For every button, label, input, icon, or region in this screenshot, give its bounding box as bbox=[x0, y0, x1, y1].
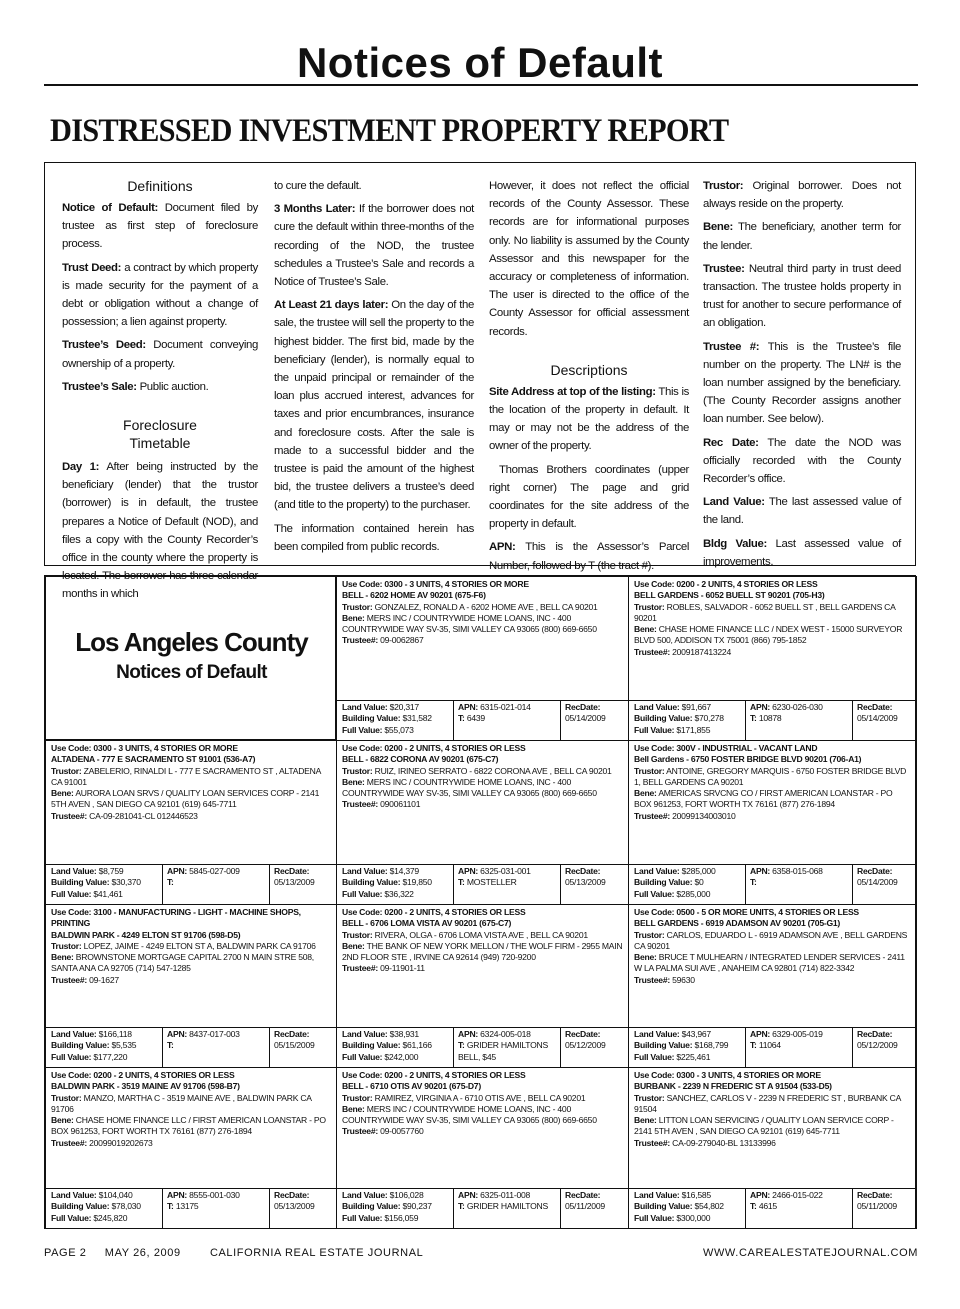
listing-values bbox=[46, 1027, 336, 1067]
recdate-label: RecDate: bbox=[274, 1190, 310, 1200]
listing-apn-block bbox=[167, 866, 267, 889]
tract-value: T: 11064 bbox=[750, 1040, 781, 1051]
listing-details bbox=[629, 1068, 916, 1149]
listing-values bbox=[629, 1027, 916, 1067]
apn-value: APN: 5845-027-009 bbox=[167, 866, 240, 876]
recdate-value: 05/13/2009 bbox=[274, 877, 315, 888]
recdate-value: 05/14/2009 bbox=[857, 713, 898, 724]
listing-address: BELL - 6822 CORONA AV 90201 (675-C7) bbox=[342, 754, 499, 765]
listing-address: BELL - 6710 OTIS AV 90201 (675-D7) bbox=[342, 1081, 481, 1092]
listing-card bbox=[628, 740, 917, 905]
recdate-label: RecDate: bbox=[565, 1029, 601, 1039]
desc-bene: Bene: The beneficiary, another term for the lender. bbox=[703, 221, 901, 252]
def-21-days: At Least 21 days later: On the day of the sale, the trustee will sell the property to the highest bidder. The first bid, made by the beneficiary (lender), is normally equal to the unpaid principal or remainder of the loan plus accrued interest, advances for taxes and prior encumbrances, insurance and foreclosure costs. After the sale is made to a successful bidder and the trustee is paid the amount of the highest bid, the trustee delivers a trustee’s deed (and title to the property) to the purchaser. bbox=[274, 299, 474, 512]
listing-bene: Bene: AMERICAS SRVCNG CO / FIRST AMERICAN LOANSTAR - PO BOX 961253, FORT WORTH TX 76161 (877) 276-1894 bbox=[634, 788, 893, 810]
apn-value: APN: 6329-005-019 bbox=[750, 1029, 823, 1039]
listing-bene: Bene: AURORA LOAN SRVS / QUALITY LOAN SERVICES CORP - 2141 5TH AVEN , SAN DIEGO CA 92101 (619) 645-7711 bbox=[51, 788, 320, 810]
full-value: Full Value: $285,000 bbox=[634, 888, 711, 899]
listing-address: BELL GARDENS - 6052 BUELL ST 90201 (705-H3) bbox=[634, 590, 825, 601]
listing-recdate-block bbox=[274, 1190, 336, 1213]
listing-value-block bbox=[51, 1029, 161, 1063]
listing-use-code: Use Code: 0200 - 2 UNITS, 4 STORIES OR LESS bbox=[342, 1070, 526, 1080]
listings-grid bbox=[44, 575, 916, 1229]
full-value: Full Value: $245,820 bbox=[51, 1212, 128, 1223]
recdate-label: RecDate: bbox=[857, 1029, 893, 1039]
definitions-heading: Definitions bbox=[127, 178, 193, 194]
listing-recdate-block bbox=[274, 866, 336, 889]
listing-use-code: Use Code: 0300 - 3 UNITS, 4 STORIES OR MORE bbox=[342, 579, 529, 589]
listing-values bbox=[46, 1188, 336, 1228]
county-heading-box bbox=[45, 576, 336, 740]
listing-address: BELL - 6202 HOME AV 90201 (675-F6) bbox=[342, 590, 486, 601]
listing-use-code: Use Code: 0200 - 2 UNITS, 4 STORIES OR LESS bbox=[634, 579, 818, 589]
listing-recdate-block bbox=[274, 1029, 336, 1052]
land-value: Land Value: $106,028 bbox=[342, 1190, 424, 1200]
tract-value: T: bbox=[750, 877, 757, 888]
land-value: Land Value: $43,967 bbox=[634, 1029, 711, 1039]
def-trustees-sale: Trustee’s Sale: Public auction. bbox=[62, 380, 209, 393]
tract-value: T: MOSTELLER bbox=[458, 877, 517, 888]
recdate-value: 05/11/2009 bbox=[857, 1201, 897, 1212]
listing-details bbox=[337, 905, 628, 975]
desc-trustee-no: Trustee #: This is the Trustee’s file number on the property. The LN# is the loan number assigned by the beneficiary. (The County Recorder assigns another loan number. See below). bbox=[703, 340, 902, 426]
definitions-column-4 bbox=[703, 177, 901, 576]
listing-bene: Bene: MERS INC / COUNTRYWIDE HOME LOANS, INC - 400 COUNTRYWIDE WAY SV-35, SIMI VALLEY CA 93065 (800) 669-6650 bbox=[342, 776, 597, 799]
recdate-label: RecDate: bbox=[274, 866, 310, 876]
listing-bene: Bene: THE BANK OF NEW YORK MELLON / THE WOLF FIRM - 2955 MAIN 2ND FLOOR STE , IRVINE CA 92614 (949) 720-9200 bbox=[342, 940, 623, 963]
listing-trustee-no: Trustee#: 09-11901-11 bbox=[342, 963, 425, 974]
listing-recdate-block bbox=[565, 1190, 627, 1213]
footer-left: PAGE 2 MAY 26, 2009 CALIFORNIA REAL ESTATE JOURNAL bbox=[44, 1247, 424, 1259]
land-value: Land Value: $16,585 bbox=[634, 1190, 711, 1200]
recdate-value: 05/13/2009 bbox=[274, 1201, 315, 1212]
listing-trustor: Trustor: ZABELERIO, RINALDI L - 777 E SACRAMENTO ST , ALTADENA CA 91001 bbox=[51, 765, 321, 787]
apn-value: APN: 8555-001-030 bbox=[167, 1190, 240, 1200]
listing-trustor: Trustor: MANZO, MARTHA C - 3519 MAINE AVE , BALDWIN PARK CA 91706 bbox=[51, 1092, 312, 1114]
listing-address: BURBANK - 2239 N FREDERIC ST A 91504 (533-D5) bbox=[634, 1081, 832, 1092]
desc-thomas: Thomas Brothers coordinates (upper right corner) The page and grid coordinates for the site address of the property in default. bbox=[489, 463, 689, 531]
full-value: Full Value: $177,220 bbox=[51, 1051, 128, 1062]
building-value: Building Value: $5,535 bbox=[51, 1040, 137, 1051]
listing-use-code: Use Code: 3100 - MANUFACTURING - LIGHT - MACHINE SHOPS, PRINTING bbox=[51, 907, 301, 929]
listing-apn-block bbox=[458, 1190, 558, 1213]
listing-values bbox=[46, 864, 336, 904]
listing-value-block bbox=[51, 1190, 161, 1224]
building-value: Building Value: $19,850 bbox=[342, 877, 432, 888]
desc-trustee: Trustee: Neutral third party in trust deed transaction. The trustee holds property in trust for another to secure performance of an obligation. bbox=[703, 262, 901, 330]
apn-value: APN: 2466-015-022 bbox=[750, 1190, 823, 1200]
info-text: The information contained herein has been compiled from public records. bbox=[274, 522, 474, 553]
recdate-label: RecDate: bbox=[857, 866, 893, 876]
listing-trustee-no: Trustee#: 09-0057760 bbox=[342, 1126, 424, 1137]
listing-use-code: Use Code: 0500 - 5 OR MORE UNITS, 4 STORIES OR LESS bbox=[634, 907, 859, 917]
full-value: Full Value: $171,855 bbox=[634, 724, 711, 735]
full-value: Full Value: $41,461 bbox=[51, 888, 123, 899]
listing-trustee-no: Trustee#: 20099019202673 bbox=[51, 1137, 153, 1148]
recdate-value: 05/12/2009 bbox=[565, 1040, 606, 1051]
listing-card bbox=[45, 904, 337, 1068]
building-value: Building Value: $78,030 bbox=[51, 1201, 141, 1212]
definitions-column-2 bbox=[274, 177, 474, 561]
apn-value: APN: 6315-021-014 bbox=[458, 702, 531, 712]
listing-trustee-no: Trustee#: 2009187413224 bbox=[634, 646, 731, 657]
listing-address: BALDWIN PARK - 4249 ELTON ST 91706 (598-D5) bbox=[51, 929, 241, 940]
listing-address: BALDWIN PARK - 3519 MAINE AV 91706 (598-B7) bbox=[51, 1081, 240, 1092]
def-3-months: 3 Months Later: If the borrower does not cure the default within three-months of the recording of the NOD, the trustee schedules a Trustee’s Sale and records a Notice of Trustee’s Sale. bbox=[274, 203, 474, 289]
building-value: Building Value: $90,237 bbox=[342, 1201, 432, 1212]
listing-bene: Bene: MERS INC / COUNTRYWIDE HOME LOANS, INC - 400 COUNTRYWIDE WAY SV-35, SIMI VALLEY CA 93065 (800) 669-6650 bbox=[342, 1103, 597, 1126]
definitions-column-3 bbox=[489, 177, 689, 580]
def-trust-deed: Trust Deed: a contract by which property is made security for the payment of a debt or obligation without a change of possession; a lien against property. bbox=[62, 261, 258, 329]
tract-value: T: 10878 bbox=[750, 713, 782, 724]
tract-value: T: bbox=[167, 1040, 174, 1051]
listing-bene: Bene: CHASE HOME FINANCE LLC / FIRST AMERICAN LOANSTAR - PO BOX 961253, FORT WORTH TX 76161 (877) 276-1894 bbox=[51, 1115, 326, 1137]
building-value: Building Value: $54,802 bbox=[634, 1201, 724, 1212]
county-subtitle: Notices of Default bbox=[116, 662, 267, 683]
recdate-label: RecDate: bbox=[857, 702, 893, 712]
full-value: Full Value: $300,000 bbox=[634, 1212, 711, 1223]
listing-details bbox=[629, 905, 916, 986]
listing-details bbox=[629, 577, 916, 658]
recdate-label: RecDate: bbox=[565, 702, 601, 712]
listing-apn-block bbox=[167, 1029, 267, 1052]
def-nod: Notice of Default: Document filed by trustee as first step of foreclosure process. bbox=[62, 202, 258, 251]
land-value: Land Value: $166,118 bbox=[51, 1029, 132, 1039]
building-value: Building Value: $31,582 bbox=[342, 713, 432, 724]
listing-card bbox=[628, 1067, 917, 1229]
building-value: Building Value: $0 bbox=[634, 877, 704, 888]
desc-trustor: Trustor: Original borrower. Does not always reside on the property. bbox=[703, 180, 901, 211]
listing-trustor: Trustor: SANCHEZ, CARLOS V - 2239 N FREDERIC ST , BURBANK CA 91504 bbox=[634, 1092, 901, 1114]
listing-details bbox=[629, 741, 916, 822]
tract-value: T: 13175 bbox=[167, 1201, 199, 1212]
land-value: Land Value: $104,040 bbox=[51, 1190, 133, 1200]
listing-trustee-no: Trustee#: CA-09-281041-CL 012446523 bbox=[51, 810, 198, 821]
listing-details bbox=[46, 1068, 336, 1149]
recdate-label: RecDate: bbox=[565, 866, 601, 876]
listing-use-code: Use Code: 0200 - 2 UNITS, 4 STORIES OR LESS bbox=[51, 1070, 235, 1080]
listing-values bbox=[337, 700, 628, 740]
listing-trustor: Trustor: RAMIREZ, VIRGINIA A - 6710 OTIS AVE , BELL CA 90201 bbox=[342, 1092, 586, 1103]
land-value: Land Value: $38,931 bbox=[342, 1029, 419, 1039]
building-value: Building Value: $30,370 bbox=[51, 877, 141, 888]
tract-value: T: GRIDER HAMILTONS BELL, $45 bbox=[458, 1040, 548, 1062]
def-trustees-deed: Trustee’s Deed: Document conveying ownership of a property. bbox=[62, 339, 258, 370]
listing-trustee-no: Trustee#: 090061101 bbox=[342, 799, 421, 810]
land-value: Land Value: $14,379 bbox=[342, 866, 419, 876]
listing-bene: Bene: MERS INC / COUNTRYWIDE HOME LOANS, INC - 400 COUNTRYWIDE WAY SV-35, SIMI VALLEY CA 93065 (800) 669-6650 bbox=[342, 612, 597, 635]
listing-bene: Bene: BRUCE T MULHEARN / INTEGRATED LENDER SERVICES - 2411 W LA PALMA SUI AVE , ANAHEIM CA 92801 (714) 822-3342 bbox=[634, 952, 905, 974]
listing-apn-block bbox=[458, 1029, 558, 1063]
listing-card bbox=[336, 740, 629, 905]
apn-value: APN: 6230-026-030 bbox=[750, 702, 823, 712]
apn-value: APN: 6325-031-001 bbox=[458, 866, 531, 876]
listing-use-code: Use Code: 0200 - 2 UNITS, 4 STORIES OR LESS bbox=[342, 743, 526, 753]
listing-card bbox=[336, 904, 629, 1068]
listing-values bbox=[629, 864, 916, 904]
land-value: Land Value: $8,759 bbox=[51, 866, 124, 876]
listing-use-code: Use Code: 0300 - 3 UNITS, 4 STORIES OR MORE bbox=[634, 1070, 821, 1080]
def-day1: Day 1: After being instructed by the beneficiary (lender) that the trustor (borrower) is in default, the trustee prepares a Notice of Default (NOD), and files a copy with the County Recorder’s office in the county where the property is located. The borrower has three calendar months in which bbox=[62, 461, 259, 601]
page-title: Notices of Default bbox=[296, 39, 664, 86]
listing-apn-block bbox=[750, 866, 850, 889]
full-value: Full Value: $36,322 bbox=[342, 888, 414, 899]
tract-value: T: GRIDER HAMILTONS bbox=[458, 1201, 548, 1212]
building-value: Building Value: $168,799 bbox=[634, 1040, 729, 1051]
listing-details bbox=[46, 741, 336, 822]
listing-card bbox=[45, 740, 337, 905]
listing-trustor: Trustor: ROBLES, SALVADOR - 6052 BUELL ST , BELL GARDENS CA 90201 bbox=[634, 601, 896, 623]
building-value: Building Value: $61,166 bbox=[342, 1040, 432, 1051]
listing-use-code: Use Code: 0300 - 3 UNITS, 4 STORIES OR MORE bbox=[51, 743, 238, 753]
recdate-value: 05/15/2009 bbox=[274, 1040, 315, 1051]
descriptions-heading: Descriptions bbox=[550, 361, 628, 378]
listing-trustor: Trustor: GONZALEZ, RONALD A - 6202 HOME AVE , BELL CA 90201 bbox=[342, 601, 598, 612]
recdate-value: 05/11/2009 bbox=[565, 1201, 605, 1212]
listing-card bbox=[628, 904, 917, 1068]
listing-recdate-block bbox=[857, 1029, 917, 1052]
land-value: Land Value: $91,667 bbox=[634, 702, 711, 712]
listing-trustor: Trustor: LOPEZ, JAIME - 4249 ELTON ST A, BALDWIN PARK CA 91706 bbox=[51, 940, 316, 951]
desc-land: Land Value: The last assessed value of the land. bbox=[703, 496, 902, 527]
listing-apn-block bbox=[458, 866, 558, 889]
listing-trustee-no: Trustee#: CA-09-279040-BL 13133996 bbox=[634, 1137, 776, 1148]
listing-value-block bbox=[634, 866, 744, 900]
listing-use-code: Use Code: 300V - INDUSTRIAL - VACANT LAND bbox=[634, 743, 818, 753]
recdate-value: 05/14/2009 bbox=[857, 877, 898, 888]
tract-value: T: 6439 bbox=[458, 713, 485, 724]
listing-value-block bbox=[342, 866, 452, 900]
report-heading: DISTRESSED INVESTMENT PROPERTY REPORT bbox=[50, 113, 729, 149]
listing-apn-block bbox=[458, 702, 558, 725]
timetable-heading: Foreclosure Timetable bbox=[123, 417, 197, 452]
listing-value-block bbox=[51, 866, 161, 900]
listing-trustor: Trustor: RUIZ, IRINEO SERRATO - 6822 CORONA AVE , BELL CA 90201 bbox=[342, 765, 612, 776]
listing-bene: Bene: BROWNSTONE MORTGAGE CAPITAL 2700 N MAIN STRE 508, SANTA ANA CA 92705 (714) 547-1285 bbox=[51, 952, 314, 974]
listing-apn-block bbox=[750, 702, 850, 725]
apn-value: APN: 6358-015-068 bbox=[750, 866, 823, 876]
recdate-label: RecDate: bbox=[565, 1190, 601, 1200]
listing-apn-block bbox=[750, 1029, 850, 1052]
definitions-column-1 bbox=[62, 177, 258, 609]
footer-url: WWW.CAREALESTATEJOURNAL.COM bbox=[702, 1247, 918, 1259]
desc-apn: APN: This is the Assessor’s Parcel Number, followed by T (the tract #). bbox=[489, 541, 690, 572]
listing-trustee-no: Trustee#: 09-0062867 bbox=[342, 635, 424, 646]
listing-values bbox=[337, 1027, 628, 1067]
listing-address: Bell Gardens - 6750 FOSTER BRIDGE BLVD 90201 (706-A1) bbox=[634, 754, 862, 765]
listing-trustee-no: Trustee#: 09-1627 bbox=[51, 974, 119, 985]
listing-values bbox=[629, 700, 916, 740]
recdate-value: 05/12/2009 bbox=[857, 1040, 898, 1051]
info-text-cont: However, it does not reflect the official records of the County Assessor. These records are for informational purposes only. No liability is assumed by the County Assessor and this newspaper for the accuracy or completeness of information. The user is directed to the office of the County Assessor for official assessment records. bbox=[489, 180, 689, 338]
listing-recdate-block bbox=[857, 866, 917, 889]
listing-card bbox=[45, 1067, 337, 1229]
listing-values bbox=[337, 864, 628, 904]
county-title: Los Angeles County bbox=[75, 627, 308, 657]
listing-card bbox=[628, 576, 917, 741]
land-value: Land Value: $20,317 bbox=[342, 702, 419, 712]
listing-trustee-no: Trustee#: 20099134003010 bbox=[634, 810, 736, 821]
listing-details bbox=[337, 577, 628, 647]
listing-trustor: Trustor: CARLOS, EDUARDO L - 6919 ADAMSON AVE , BELL GARDENS CA 90201 bbox=[634, 929, 908, 951]
listing-value-block bbox=[342, 1190, 452, 1224]
listing-recdate-block bbox=[565, 866, 627, 889]
listing-card bbox=[336, 576, 629, 741]
listing-address: BELL GARDENS - 6919 ADAMSON AV 90201 (705-G1) bbox=[634, 918, 841, 929]
apn-value: APN: 6324-005-018 bbox=[458, 1029, 531, 1039]
listing-apn-block bbox=[167, 1190, 267, 1213]
listing-trustor: Trustor: RIVERA, OLGA - 6706 LOMA VISTA AVE , BELL CA 90201 bbox=[342, 929, 588, 940]
apn-value: APN: 8437-017-003 bbox=[167, 1029, 240, 1039]
listing-address: BELL - 6706 LOMA VISTA AV 90201 (675-C7) bbox=[342, 918, 512, 929]
recdate-label: RecDate: bbox=[274, 1029, 310, 1039]
recdate-value: 05/13/2009 bbox=[565, 877, 606, 888]
desc-site: Site Address at top of the listing: This is the location of the property in default. It may or may not be the address of the owner of the property. bbox=[489, 385, 689, 453]
recdate-value: 05/14/2009 bbox=[565, 713, 606, 724]
listing-value-block bbox=[634, 1190, 744, 1224]
title-rule bbox=[44, 84, 918, 86]
listing-value-block bbox=[634, 702, 744, 736]
listing-values bbox=[629, 1188, 916, 1228]
listing-value-block bbox=[634, 1029, 744, 1063]
listing-apn-block bbox=[750, 1190, 850, 1213]
listing-value-block bbox=[342, 702, 452, 736]
listing-details bbox=[337, 1068, 628, 1138]
listing-recdate-block bbox=[857, 702, 917, 725]
listing-recdate-block bbox=[857, 1190, 917, 1213]
land-value: Land Value: $285,000 bbox=[634, 866, 716, 876]
listing-recdate-block bbox=[565, 702, 627, 725]
building-value: Building Value: $70,278 bbox=[634, 713, 724, 724]
recdate-label: RecDate: bbox=[857, 1190, 893, 1200]
tract-value: T: 4615 bbox=[750, 1201, 777, 1212]
listing-trustee-no: Trustee#: 59630 bbox=[634, 974, 695, 985]
listing-bene: Bene: CHASE HOME FINANCE LLC / NDEX WEST - 15000 SURVEYOR BLVD 500, ADDISON TX 75001 (866) 795-1852 bbox=[634, 624, 903, 646]
listing-recdate-block bbox=[565, 1029, 627, 1052]
listing-trustor: Trustor: ANTOINE, GREGORY MARQUIS - 6750 FOSTER BRIDGE BLVD 1, BELL GARDENS CA 90201 bbox=[634, 765, 907, 787]
full-value: Full Value: $225,461 bbox=[634, 1051, 711, 1062]
listing-values bbox=[337, 1188, 628, 1228]
listing-card bbox=[336, 1067, 629, 1229]
listing-value-block bbox=[342, 1029, 452, 1063]
def-day1-cont: to cure the default. bbox=[274, 180, 362, 192]
listing-details bbox=[46, 905, 336, 986]
desc-bldg: Bldg Value: Last assessed value of improvements. bbox=[703, 537, 901, 568]
apn-value: APN: 6325-011-008 bbox=[458, 1190, 531, 1200]
desc-recdate: Rec Date: The date the NOD was officially recorded with the County Recorder’s office. bbox=[703, 436, 901, 486]
listing-address: ALTADENA - 777 E SACRAMENTO ST 91001 (536-A7) bbox=[51, 754, 256, 765]
tract-value: T: bbox=[167, 877, 174, 888]
listing-bene: Bene: LITTON LOAN SERVICING / QUALITY LOAN SERVICE CORP - 2141 5TH AVEN , SAN DIEGO CA 92101 (619) 645-7711 bbox=[634, 1115, 894, 1137]
listing-use-code: Use Code: 0200 - 2 UNITS, 4 STORIES OR LESS bbox=[342, 907, 526, 917]
full-value: Full Value: $242,000 bbox=[342, 1051, 419, 1062]
full-value: Full Value: $156,059 bbox=[342, 1212, 419, 1223]
listing-details bbox=[337, 741, 628, 811]
full-value: Full Value: $55,073 bbox=[342, 724, 414, 735]
